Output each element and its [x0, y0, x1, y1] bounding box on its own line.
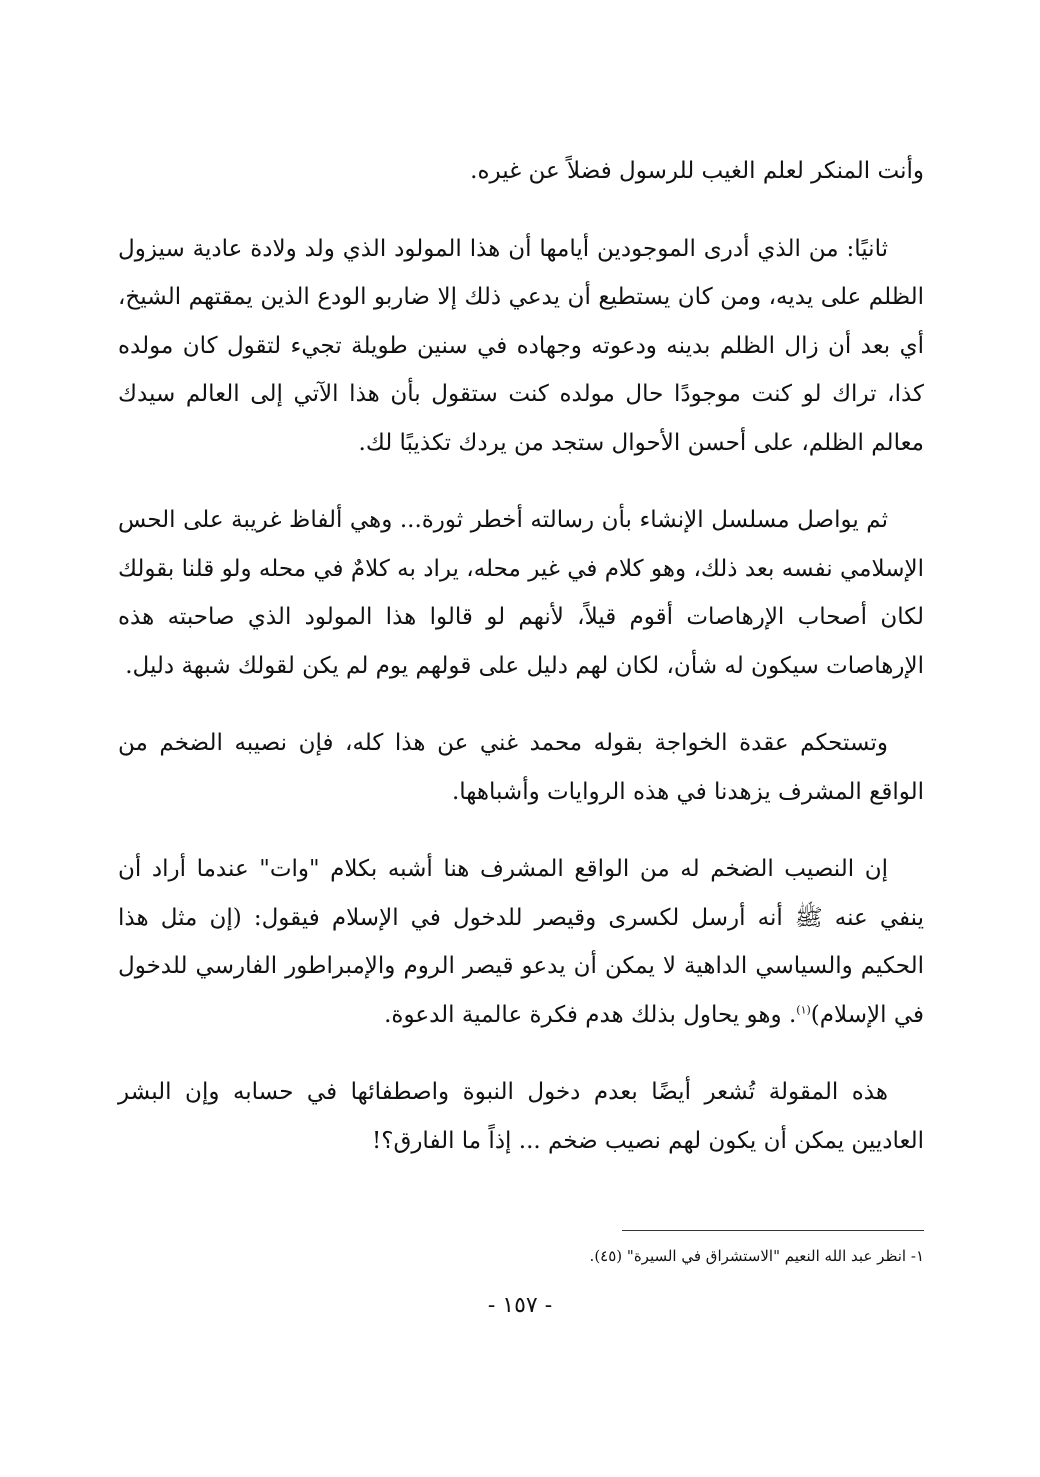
footnote: ١- انظر عبد الله النعيم "الاستشراق في السيرة" (٤٥). — [589, 1247, 924, 1265]
paragraph-1: وأنت المنكر لعلم الغيب للرسول فضلاً عن غيره. — [470, 158, 924, 184]
paragraph-5-tail: . وهو يحاول بذلك هدم فكرة عالمية الدعوة. — [384, 1001, 797, 1028]
paragraph-4: وتستحكم عقدة الخواجة بقوله محمد غني عن هذا كله، فإن نصيبه الضخم من الواقع المشرف يزهدنا في هذه الروايات وأشباهها. — [118, 730, 924, 805]
paragraph-3: ثم يواصل مسلسل الإنشاء بأن رسالته أخطر ثورة... وهي ألفاظ غريبة على الحس الإسلامي نفسه بعد ذلك، وهو كلام في غير محله، يراد به كلامٌ في محله ولو قلنا بقولك لكان أصحاب الإرهاصات أقوم قيلاً، لأنهم لو قالوا هذا المولود الذي صاحبته هذه الإرهاصات سيكون له شأن، لكان لهم دليل على قولهم يوم لم يكن لقولك شبهة دليل. — [118, 507, 924, 679]
footnote-reference[interactable]: (١) — [796, 1002, 811, 1016]
paragraph-2: ثانيًا: من الذي أدرى الموجودين أيامها أن هذا المولود الذي ولد ولادة عادية سيزول الظلم على يديه، ومن كان يستطيع أن يدعي ذلك إلا ضاربو الودع الذين يمقتهم الشيخ، أي بعد أن زال الظلم بدينه ودعوته وجهاده في سنين طويلة تجيء لتقول كان مولده كذا، تراك لو كنت موجودًا حال مولده كنت ستقول بأن هذا الآتي إلى العالم سيدك معالم الظلم، على أحسن الأحوال ستجد من يردك تكذيبًا لك. — [118, 235, 924, 456]
paragraph-6: هذه المقولة تُشعر أيضًا بعدم دخول النبوة واصطفائها في حسابه وإن البشر العاديين يمكن أن يكون لهم نصيب ضخم ... إذاً ما الفارق؟! — [118, 1079, 924, 1154]
page-number: - ١٥٧ - — [487, 1293, 553, 1318]
paragraph-5 — [118, 845, 924, 1039]
footnote-divider — [622, 1230, 924, 1231]
body-text — [118, 147, 924, 1194]
paragraph-5-text: إن النصيب الضخم له من الواقع المشرف هنا أشبه بكلام "وات" عندما أراد أن ينفي عنه ﷺ أنه أرسل لكسرى وقيصر للدخول في الإسلام فيقول: (إن مثل هذا الحكيم والسياسي الداهية لا يمكن أن يدعو قيصر الروم والإمبراطور الفارسي للدخول في الإسلام) — [118, 856, 924, 1028]
